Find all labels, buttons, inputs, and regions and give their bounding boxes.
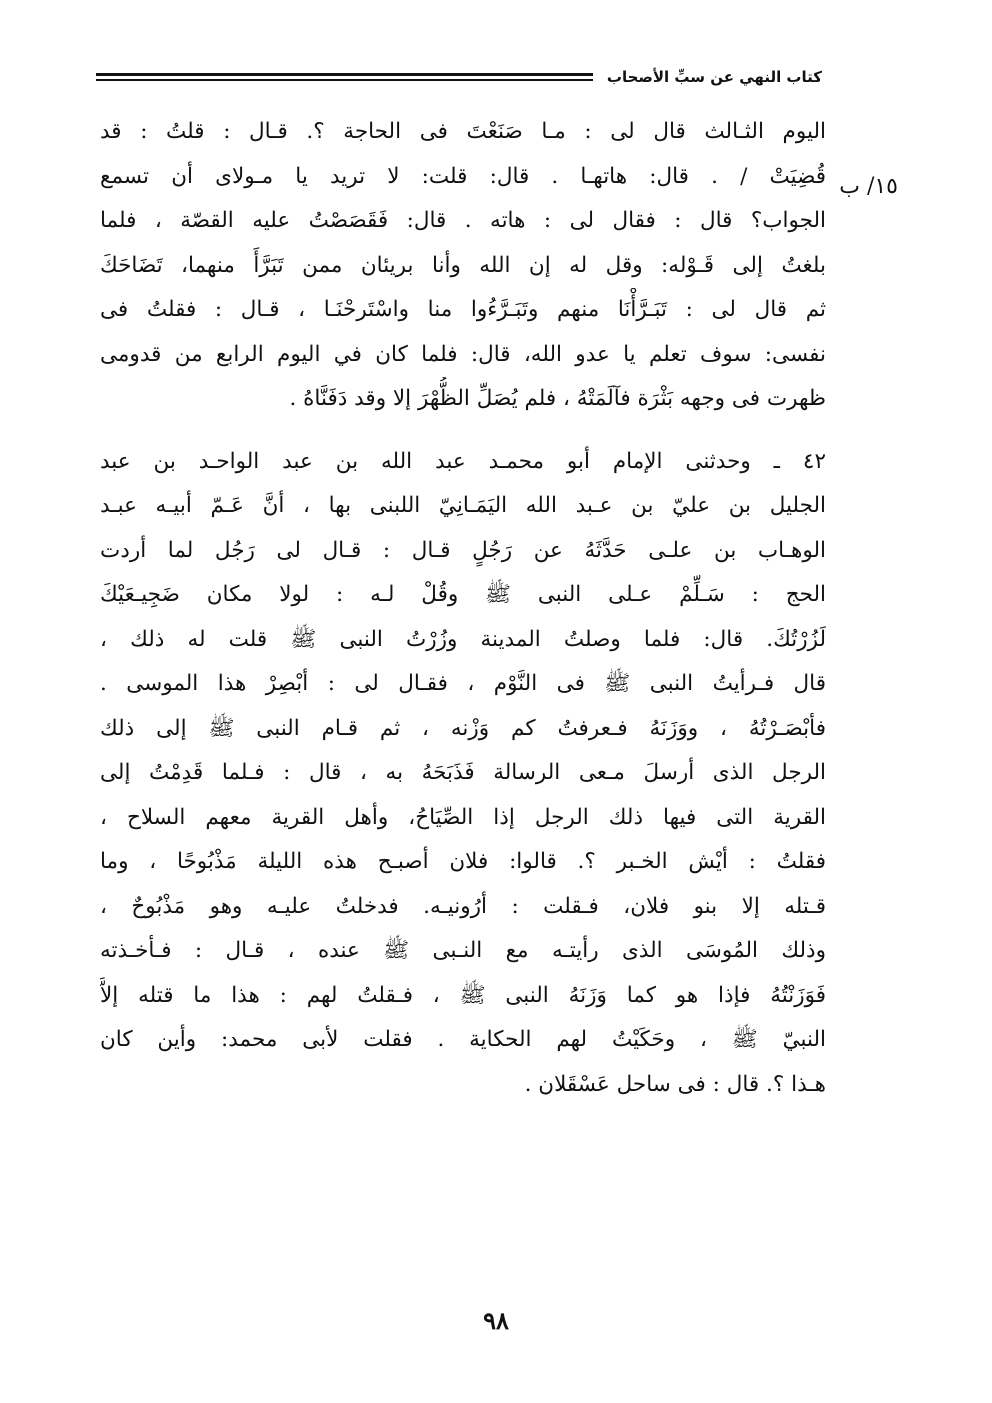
text-line: الجليل بن عليّ بن عـبد الله اليَمَـانِيّ اللبنى بها ، أنَّ عَـمّ أبيـه عبـد: [100, 493, 826, 518]
text-line: ٤٢ ـ وحدثنى الإمام أبو محمـد عبد الله بن عبد الواحـد بن عبد: [100, 448, 826, 474]
text-line: ظهرت فى وجهه بَثْرَة فآلَمَتْهُ ، فلم يُصَلِّ الظُّهْرَ إلا وقد دَفَنَّاهُ .: [289, 386, 826, 411]
page-number: ٩٨: [483, 1306, 509, 1335]
text-line: فقلتُ : أيْش الخـبر ؟. قالوا: فلان أصبـح هذه الليلة مَذْبُوحًا ، وما: [100, 849, 826, 874]
page-body: [100, 110, 826, 1107]
text-line: الوهـاب بن علـى حَدَّثَهُ عن رَجُلٍ قـال : قـال لى رَجُل لما أردت: [100, 537, 826, 563]
paragraph: [100, 110, 826, 422]
header-title: كتاب النهي عن سبِّ الأصحاب: [606, 68, 822, 86]
text-line: فَوَزَنْتُهُ فإذا هو كما وَزَنَهُ النبى ﷺ ، فـقلتُ لهم : هذا ما قتله إلاَّ: [100, 982, 826, 1008]
folio-margin-note: ١٥/ ب: [839, 174, 898, 199]
text-line: قال فـرأيتُ النبى ﷺ فى النَّوْم ، فقـال لى : أبْصِرْ هذا الموسى .: [100, 671, 826, 696]
text-line: القرية التى فيها ذلك الرجل إذا الصِّيَاحُ، وأهل القرية معهم السلاح ،: [100, 804, 826, 830]
text-line: الحج : سَـلِّمْ عـلى النبى ﷺ وقُلْ لـه : لولا مكان ضَجِيـعَيْكَ: [100, 582, 826, 607]
paragraph: [100, 440, 826, 1108]
text-line: لَزُرْتُكَ. قال: فلما وصلتُ المدينة وزُرْتُ النبى ﷺ قلت له ذلك ،: [100, 626, 826, 652]
text-line: اليوم الثـالث قال لى : مـا صَنَعْتَ فى الحاجة ؟. قـال : قلتُ : قد: [100, 119, 826, 144]
running-header: [96, 62, 822, 92]
text-line: بلغتُ إلى قَـوْله: وقل له إن الله وأنا بريئان ممن تَبَرَّأَ منهما، تَضَاحَكَ: [100, 252, 826, 278]
text-line: الرجل الذى أرسلَ مـعى الرسالة فَذَبَحَهُ به ، قال : فـلما قَدِمْتُ إلى: [100, 760, 826, 785]
text-line: قـتله إلا بنو فلان، فـقلت : أرُونيـه. فدخلتُ عليـه وهو مَذْبُوحٌ ،: [100, 893, 826, 919]
text-line: هـذا ؟. قال : فى ساحل عَسْقَلان .: [524, 1071, 826, 1097]
text-line: ثم قال لى : تَبَـرَّأْنَا منهم وتَبَـرَّءُوا منا واسْتَرحْنَـا ، قـال : فقلتُ فى: [100, 297, 826, 322]
text-line: نفسى: سوف تعلم يا عدو الله، قال: فلما كان في اليوم الرابع من قدومى: [100, 341, 826, 367]
text-line: الجواب؟ قال : فقال لى : هاته . قال: فَقَصَصْتُ عليه القصّة ، فلما: [100, 208, 826, 233]
header-rule: [96, 73, 593, 81]
text-line: النبيّ ﷺ ، وحَكَيْتُ لهم الحكاية . فقلت لأبى محمد: وأين كان: [100, 1027, 826, 1052]
text-line: فأبْصَـرْتُهُ ، ووَزَنَهُ فـعرفتُ كم وَزْنه ، ثم قـام النبى ﷺ إلى ذلك: [100, 715, 826, 741]
text-line: وذلك المُوسَى الذى رأيتـه مع النـبى ﷺ عنده ، قـال : فـأخـذته: [100, 938, 826, 963]
text-line: قُضِيَتْ / . قال: هاتهـا . قال: قلت: لا تريد يا مـولاى أن تسمع: [100, 163, 826, 189]
